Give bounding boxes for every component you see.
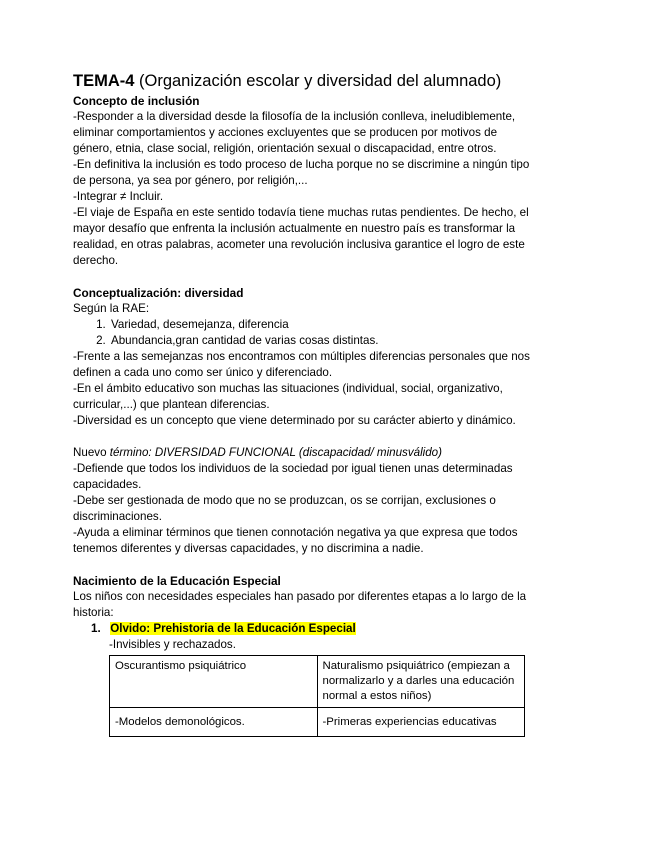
- term-line: [73, 445, 533, 461]
- table-cell: -Primeras experiencias educativas: [317, 708, 525, 737]
- history-table: [109, 655, 525, 737]
- paragraph: -En definitiva la inclusión es todo proceso de lucha porque no se discrimine a ningún tipo de persona, ya sea por género, por religión,...: [73, 158, 530, 187]
- table-cell: -Modelos demonológicos.: [110, 708, 318, 737]
- term-italic: término: DIVERSIDAD FUNCIONAL (discapacidad/ minusválido): [109, 446, 442, 459]
- table-row: [110, 708, 525, 737]
- paragraph: -Ayuda a eliminar términos que tienen connotación negativa ya que expresa que todos tenemos diferentes y diversas capacidades, y no discrimina a nadie.: [73, 526, 518, 555]
- paragraph: -Defiende que todos los individuos de la sociedad por igual tienen unas determinadas capacidades.: [73, 462, 513, 491]
- item-number: 1.: [91, 622, 101, 635]
- table-row: [110, 656, 525, 708]
- paragraph: -Frente a las semejanzas nos encontramos con múltiples diferencias personales que nos definen a cada uno como ser único y diferenciado.: [73, 350, 530, 379]
- paragraph: -Integrar ≠ Incluir.: [73, 190, 164, 203]
- list-item: 2. Abundancia,gran cantidad de varias cosas distintas.: [109, 333, 533, 349]
- highlighted-label: Olvido: Prehistoria de la Educación Especial: [110, 622, 356, 635]
- table-cell: Oscurantismo psiquiátrico: [110, 656, 318, 708]
- sub-paragraph: -Invisibles y rechazados.: [109, 638, 236, 651]
- title-subtitle: (Organización escolar y diversidad del alumnado): [134, 72, 502, 90]
- paragraph: -El viaje de España en este sentido todavía tiene muchas rutas pendientes. De hecho, el mayor desafío que enfrenta la inclusión actualmente en nuestro país es transformar la realidad, en otras palabras, acometer una revolución inclusiva garantice el logro de este derecho.: [73, 206, 529, 267]
- document-title: [73, 70, 533, 92]
- table-cell: Naturalismo psiquiátrico (empiezan a normalizarlo y a darles una educación normal a estos niños): [317, 656, 525, 708]
- term-prefix: Nuevo: [73, 446, 110, 459]
- title-bold: TEMA-4: [73, 72, 135, 90]
- paragraph: Los niños con necesidades especiales han pasado por diferentes etapas a lo largo de la historia:: [73, 590, 527, 619]
- heading-diversidad: Conceptualización: diversidad: [73, 286, 244, 300]
- heading-inclusion: Concepto de inclusión: [73, 94, 200, 108]
- document-page: [73, 70, 533, 737]
- highlighted-list-item: [91, 621, 533, 637]
- list-item: 1. Variedad, desemejanza, diferencia: [109, 317, 533, 333]
- heading-educacion-especial: Nacimiento de la Educación Especial: [73, 574, 281, 588]
- paragraph: -Debe ser gestionada de modo que no se produzcan, os se corrijan, exclusiones o discriminaciones.: [73, 494, 496, 523]
- paragraph: -Responder a la diversidad desde la filosofía de la inclusión conlleva, ineludiblemente, eliminar comportamientos y acciones excluyentes que se producen por motivos de género, etnia, clase social, religión, orientación sexual o discapacidad, entre otros.: [73, 110, 516, 155]
- paragraph: -Diversidad es un concepto que viene determinado por su carácter abierto y dinámico.: [73, 414, 516, 427]
- paragraph: Según la RAE:: [73, 302, 150, 315]
- paragraph: -En el ámbito educativo son muchas las situaciones (individual, social, organizativo, curricular,...) que plantean diferencias.: [73, 382, 503, 411]
- rae-definitions-list: [73, 317, 533, 349]
